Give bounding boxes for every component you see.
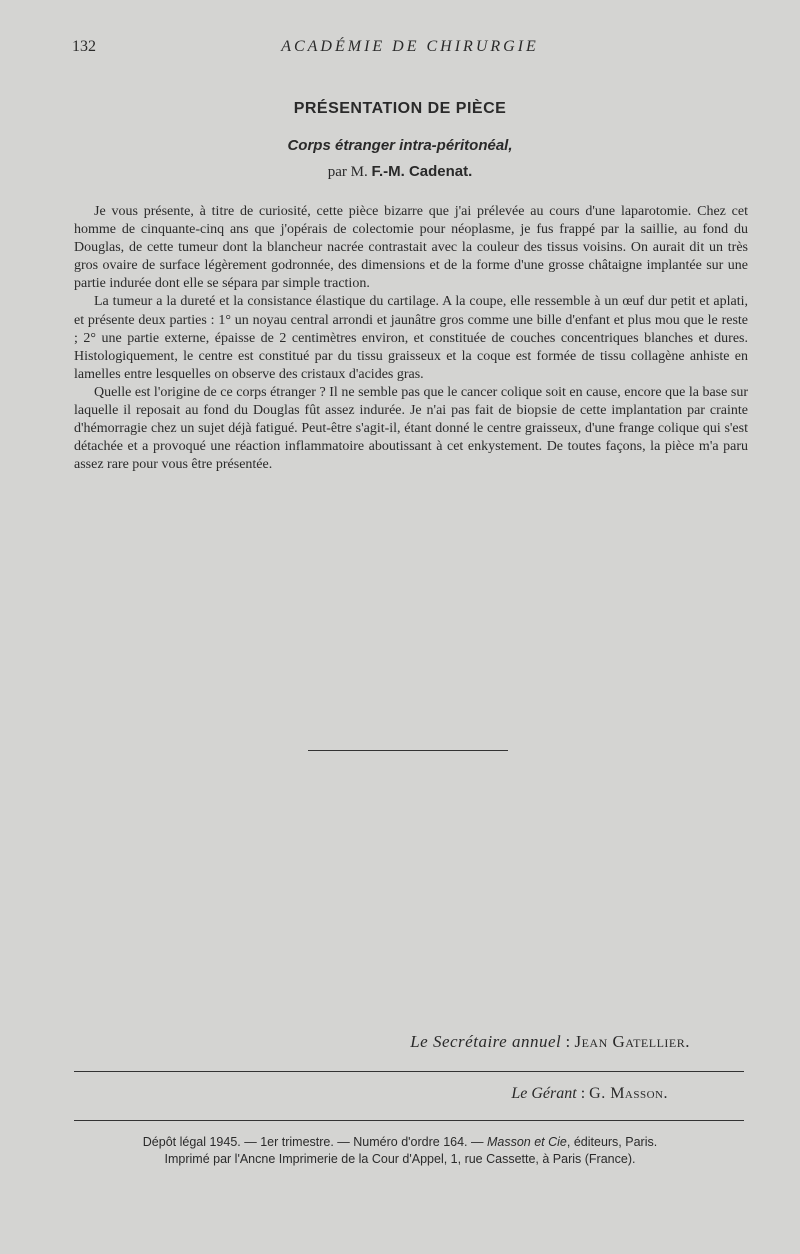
publisher-name: Masson et Cie xyxy=(486,1135,567,1149)
publisher-location: , éditeurs, Paris. xyxy=(566,1135,658,1149)
secretary-name: Jean Gatellier. xyxy=(574,1032,690,1051)
article-subtitle: Corps étranger intra-péritonéal, xyxy=(287,137,513,154)
legal-deposit-text: Dépôt légal 1945. — 1er trimestre. — Numéro d'ordre 164. — xyxy=(142,1135,487,1149)
paragraph-3: Quelle est l'origine de ce corps étranger ? Il ne semble pas que le cancer colique soit en cause, encore que la base sur laquelle il reposait au fond du Douglas fût assez indurée. Je n'ai pas fait de biopsie de cette implantation par crainte d'hémorragie chez un sujet déjà fatigué. Peut-être s'agit-il, étant donné le centre graisseux, d'une frange colique qui s'est détachée et a provoqué une réaction inflammatoire aboutissant à cet enkystement. De toutes façons, la pièce m'a paru assez rare pour vous être présentée. xyxy=(74,384,748,473)
footer-rule-top xyxy=(74,1071,744,1072)
author-name: F.-M. Cadenat. xyxy=(371,163,473,180)
byline xyxy=(0,163,800,181)
section-title: PRÉSENTATION DE PIÈCE xyxy=(293,100,507,117)
secretary-signature: Le Secrétaire annuel : Jean Gatellier. xyxy=(410,1032,690,1051)
imprint-footer xyxy=(0,1134,800,1168)
paragraph-1: Je vous présente, à titre de curiosité, cette pièce bizarre que j'ai prélevée au cours d'une laparotomie. Chez cet homme de cinquante-cinq ans que j'opérais de colectomie pour néoplasme, je fus frappé par la saillie, au fond du Douglas, de cette tumeur dont la blancheur nacrée contrastait avec la couleur des tissus voisins. On aurait dit un très gros ovaire de surface légèrement godronnée, des dimensions et de la forme d'une grosse châtaigne implantée sur une partie indurée dont elle se sépara par simple traction. xyxy=(74,204,748,292)
secretary-role: Le Secrétaire annuel xyxy=(410,1032,562,1051)
footer-rule-bottom xyxy=(74,1120,744,1121)
manager-role: Le Gérant xyxy=(511,1085,577,1102)
byline-prefix: par M. xyxy=(327,164,368,180)
imprint-line-1 xyxy=(0,1134,800,1151)
section-separator xyxy=(308,750,508,751)
article-body xyxy=(74,203,748,474)
running-title: ACADÉMIE DE CHIRURGIE xyxy=(281,38,539,55)
manager-name: G. Masson. xyxy=(589,1085,668,1102)
manager-signature: Le Gérant : G. Masson. xyxy=(511,1085,668,1102)
page-number: 132 xyxy=(72,38,96,55)
paragraph-2: La tumeur a la dureté et la consistance élastique du cartilage. A la coupe, elle ressemble à un œuf dur petit et aplati, et présente deux parties : 1° un noyau central arrondi et jaunâtre gros comme une bille d'enfant et plus mou que le reste ; 2° une partie externe, épaisse de 2 centimètres environ, et constituée de couches concentriques blanches et dures. Histologiquement, le centre est constitué par du tissu graisseux et la coque est formée de tissu collagène anhiste en lamelles entre lesquelles on observe des cristaux d'acides gras. xyxy=(74,294,748,382)
imprint-line-2: Imprimé par l'Ancne Imprimerie de la Cour d'Appel, 1, rue Cassette, à Paris (France). xyxy=(164,1152,636,1166)
page-header xyxy=(72,38,748,62)
